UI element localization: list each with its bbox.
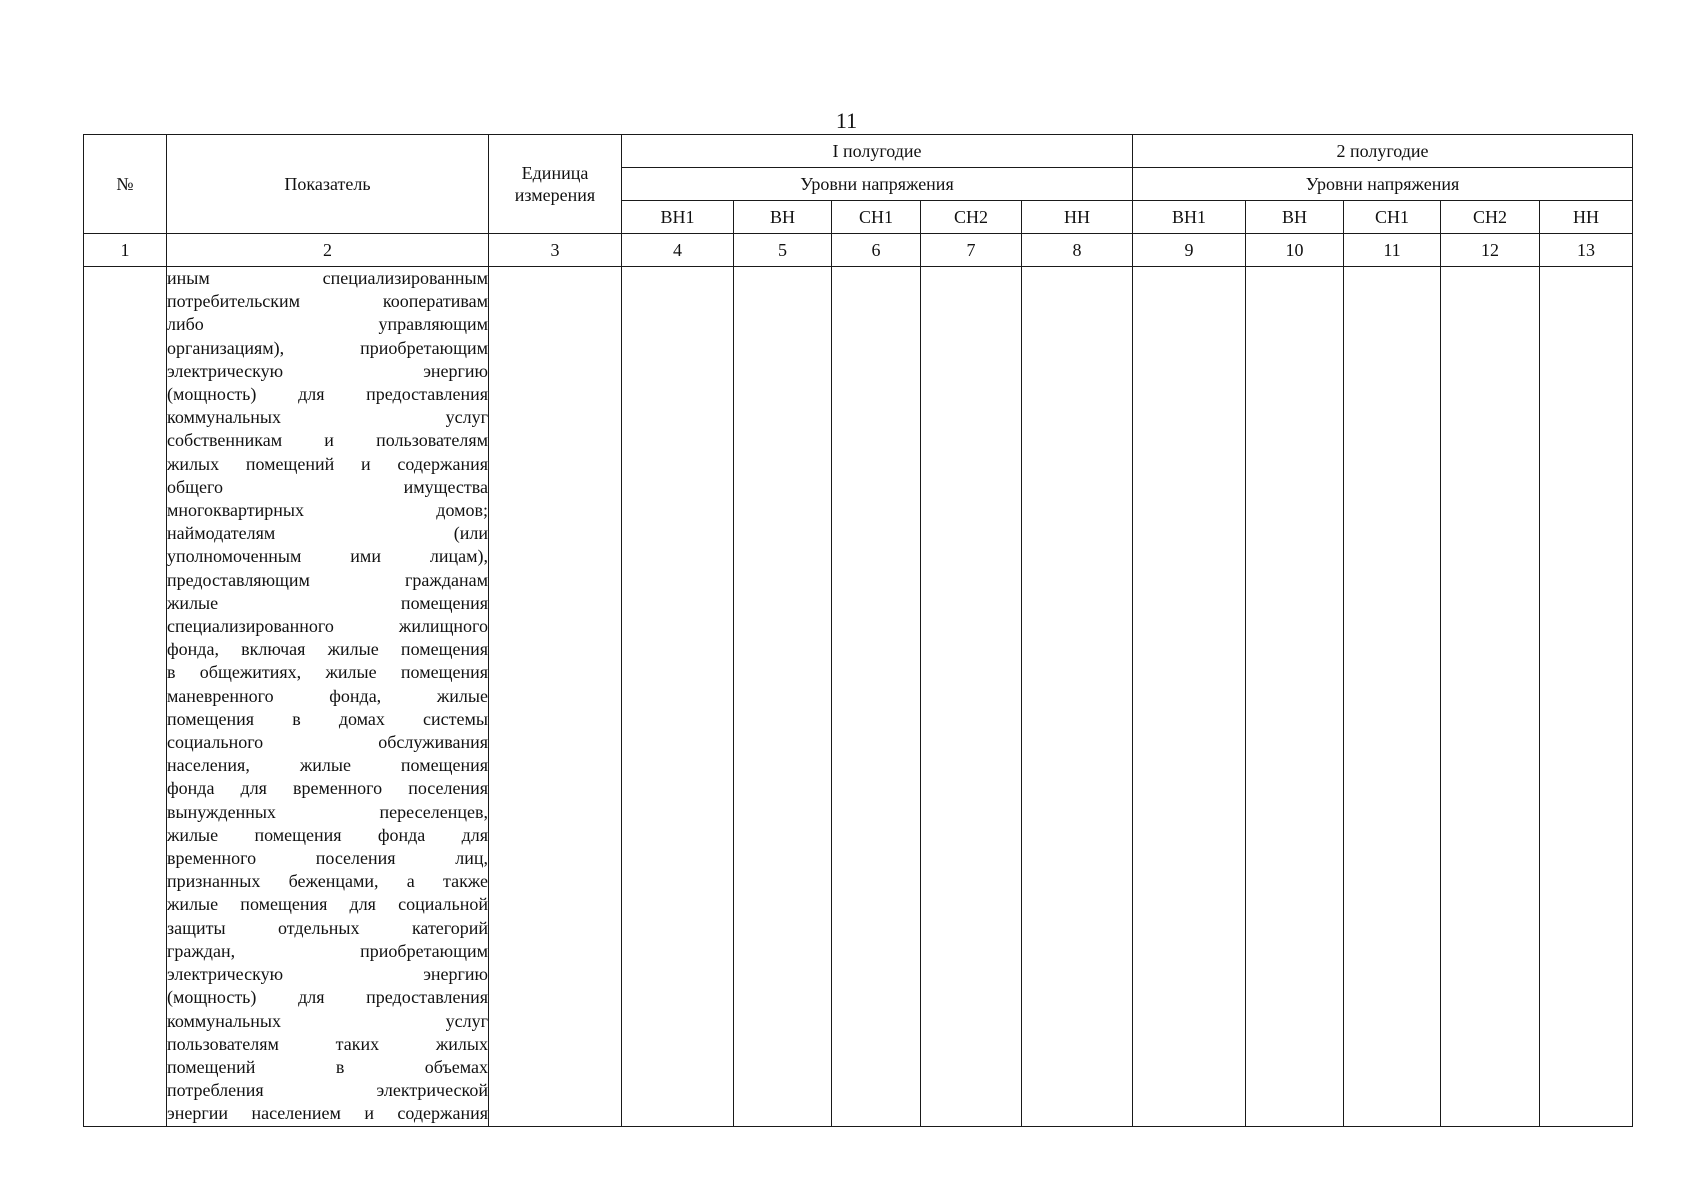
col-num-10: 10 xyxy=(1246,234,1344,267)
col-num-12: 12 xyxy=(1441,234,1540,267)
value-cell-h2-vn xyxy=(1246,267,1344,1127)
header-h2-vn1: ВН1 xyxy=(1133,201,1246,234)
indicator-text-line: фонда для временного поселения xyxy=(167,778,488,799)
header-h1-vn: ВН xyxy=(734,201,832,234)
tariff-table xyxy=(83,134,1633,1127)
indicator-text-line: жилых помещений и содержания xyxy=(167,453,488,474)
col-num-4: 4 xyxy=(622,234,734,267)
value-cell-h2-vn1 xyxy=(1133,267,1246,1127)
header-unit-line2: измерения xyxy=(514,185,596,205)
indicator-text-line: общего имущества xyxy=(167,476,488,497)
indicator-text-line: потребительским кооперативам xyxy=(167,291,488,312)
col-num-1: 1 xyxy=(84,234,167,267)
indicator-text-line: потребления электрической xyxy=(167,1080,488,1101)
row-unit-cell xyxy=(489,267,622,1127)
header-half2: 2 полугодие xyxy=(1133,135,1633,168)
header-half1: I полугодие xyxy=(622,135,1133,168)
indicator-text-line: собственникам и пользователям xyxy=(167,430,488,451)
row-indicator-text xyxy=(167,267,489,1127)
indicator-text-line: жилые помещения xyxy=(167,592,488,613)
indicator-text-line: в общежитиях, жилые помещения xyxy=(167,662,488,683)
page-number: 11 xyxy=(835,108,858,133)
col-num-5: 5 xyxy=(734,234,832,267)
header-no: № xyxy=(84,135,167,234)
indicator-text-line: жилые помещения фонда для xyxy=(167,824,488,845)
value-cell-h1-vn xyxy=(734,267,832,1127)
indicator-text-line: энергии населением и содержания xyxy=(167,1103,488,1124)
indicator-text-line: населения, жилые помещения xyxy=(167,755,488,776)
value-cell-h1-nn xyxy=(1022,267,1133,1127)
header-levels-half1: Уровни напряжения xyxy=(622,168,1133,201)
header-levels-half2: Уровни напряжения xyxy=(1133,168,1633,201)
col-num-3: 3 xyxy=(489,234,622,267)
indicator-text-line: (мощность) для предоставления xyxy=(167,384,488,405)
header-h2-sn1: СН1 xyxy=(1344,201,1441,234)
value-cell-h1-vn1 xyxy=(622,267,734,1127)
indicator-text-line: коммунальных услуг xyxy=(167,407,488,428)
indicator-text-line: вынужденных переселенцев, xyxy=(167,801,488,822)
indicator-text-line: маневренного фонда, жилые xyxy=(167,685,488,706)
indicator-text-line: предоставляющим гражданам xyxy=(167,569,488,590)
header-h2-nn: НН xyxy=(1540,201,1633,234)
value-cell-h1-sn1 xyxy=(832,267,921,1127)
col-num-8: 8 xyxy=(1022,234,1133,267)
header-h1-sn2: СН2 xyxy=(921,201,1022,234)
header-unit xyxy=(489,135,622,234)
indicator-text-line: электрическую энергию xyxy=(167,360,488,381)
header-h2-sn2: СН2 xyxy=(1441,201,1540,234)
value-cell-h2-sn2 xyxy=(1441,267,1540,1127)
header-h1-nn: НН xyxy=(1022,201,1133,234)
header-h1-sn1: СН1 xyxy=(832,201,921,234)
indicator-text-line: граждан, приобретающим xyxy=(167,940,488,961)
value-cell-h1-sn2 xyxy=(921,267,1022,1127)
header-h1-vn1: ВН1 xyxy=(622,201,734,234)
indicator-text-line: многоквартирных домов; xyxy=(167,500,488,521)
col-num-2: 2 xyxy=(167,234,489,267)
header-h2-vn: ВН xyxy=(1246,201,1344,234)
value-cell-h2-nn xyxy=(1540,267,1633,1127)
indicator-text-line: коммунальных услуг xyxy=(167,1010,488,1031)
col-num-13: 13 xyxy=(1540,234,1633,267)
table-row xyxy=(84,267,1633,1127)
indicator-text-line: защиты отдельных категорий xyxy=(167,917,488,938)
header-indicator: Показатель xyxy=(167,135,489,234)
indicator-text-line: (мощность) для предоставления xyxy=(167,987,488,1008)
indicator-text-line: помещений в объемах xyxy=(167,1056,488,1077)
indicator-text-line: социального обслуживания xyxy=(167,732,488,753)
indicator-text-line: наймодателям (или xyxy=(167,523,488,544)
col-num-9: 9 xyxy=(1133,234,1246,267)
indicator-text-line: организациям), приобретающим xyxy=(167,337,488,358)
indicator-text-line: помещения в домах системы xyxy=(167,708,488,729)
header-row-periods xyxy=(84,135,1633,168)
indicator-text-line: либо управляющим xyxy=(167,314,488,335)
col-num-6: 6 xyxy=(832,234,921,267)
indicator-text-line: признанных беженцами, а также xyxy=(167,871,488,892)
indicator-text-line: временного поселения лиц, xyxy=(167,848,488,869)
indicator-text-line: фонда, включая жилые помещения xyxy=(167,639,488,660)
header-unit-line1: Единица xyxy=(521,163,589,183)
row-no-cell xyxy=(84,267,167,1127)
indicator-text-line: уполномоченным ими лицам), xyxy=(167,546,488,567)
indicator-text-line: иным специализированным xyxy=(167,268,488,288)
indicator-text-line: специализированного жилищного xyxy=(167,616,488,637)
col-num-7: 7 xyxy=(921,234,1022,267)
indicator-text-line: пользователям таких жилых xyxy=(167,1033,488,1054)
value-cell-h2-sn1 xyxy=(1344,267,1441,1127)
col-num-11: 11 xyxy=(1344,234,1441,267)
indicator-text-line: электрическую энергию xyxy=(167,964,488,985)
indicator-text-line: жилые помещения для социальной xyxy=(167,894,488,915)
column-number-row xyxy=(84,234,1633,267)
